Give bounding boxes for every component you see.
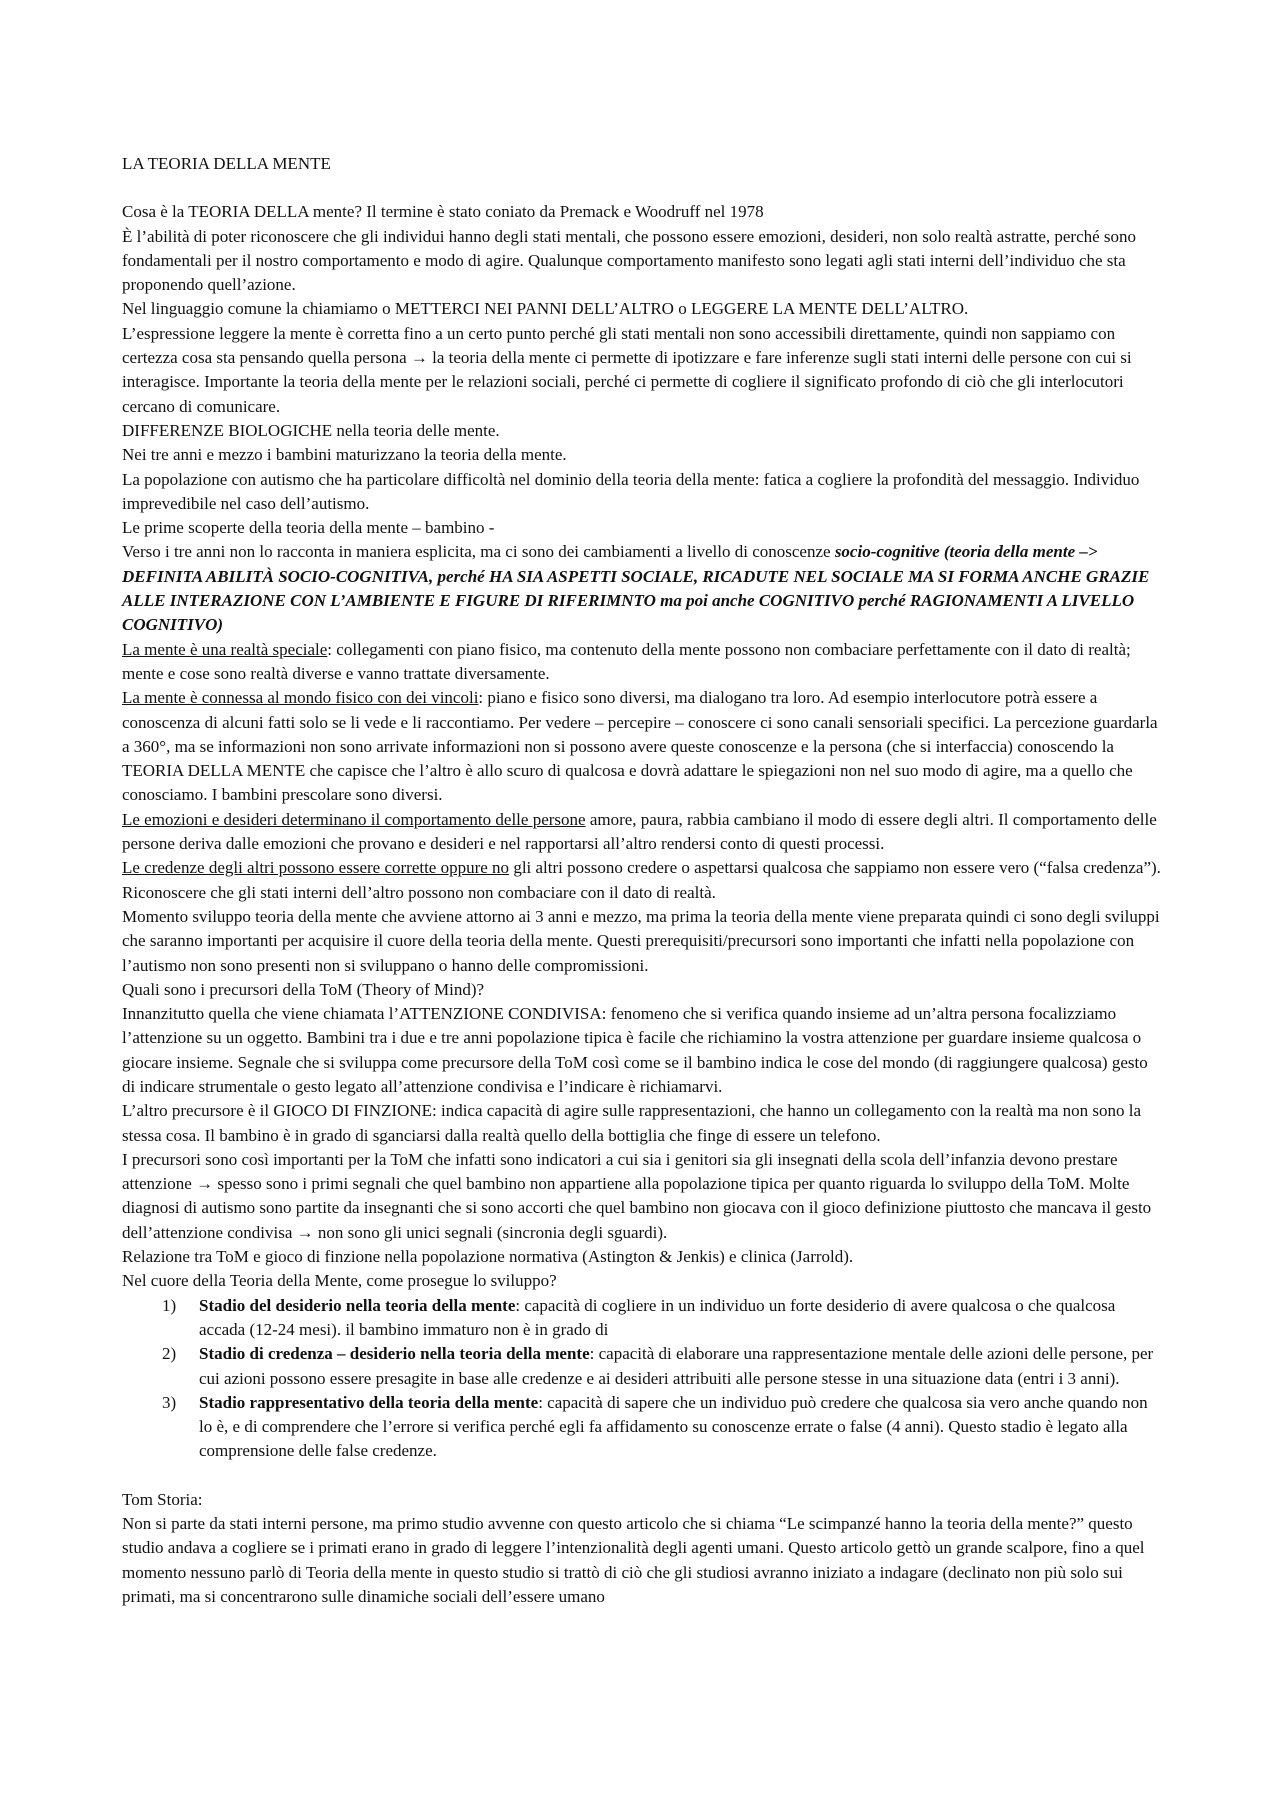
arrow-icon: → [196, 1174, 214, 1194]
text-run: la teoria della mente ci permette di ipotizzare e fare inferenze sugli stati interni delle persone con cui si interagisce. Importante la teoria della mente per le relazioni sociali, perché ci permette di cogliere il significato profondo di ciò che gli interlocutori cercano di comunicare. [122, 348, 1132, 416]
spacer [122, 1464, 1165, 1488]
list-number: 3) [162, 1392, 177, 1412]
paragraph: DIFFERENZE BIOLOGICHE nella teoria delle mente. [122, 420, 500, 440]
paragraph: Relazione tra ToM e gioco di finzione nella popolazione normativa (Astington & Jenkis) e clinica (Jarrold). [122, 1247, 854, 1267]
stage-title: Stadio del desiderio nella teoria della mente [199, 1295, 516, 1315]
text-run: spesso sono i primi segnali che quel bambino non appartiene alla popolazione tipica per quanto riguarda lo sviluppo della ToM. Molte diagnosi di autismo sono partite da insegnanti che si sono accorti che quel bambino non giocava con il gioco definizione piuttosto che mancava il gesto dell’attenzione condivisa [122, 1174, 1152, 1242]
stage-title: Stadio rappresentativo della teoria della mente [199, 1392, 539, 1412]
paragraph: Nel linguaggio comune la chiamiamo o METTERCI NEI PANNI DELL’ALTRO o LEGGERE LA MENTE DELL’ALTRO. [122, 299, 969, 319]
paragraph: La popolazione con autismo che ha particolare difficoltà nel dominio della teoria della mente: fatica a cogliere la profondità del messaggio. Individuo imprevedibile nel caso dell’autismo. [122, 469, 1140, 513]
text-run: gli altri possono credere o aspettarsi qualcosa che sappiamo non essere vero (“falsa credenza”). Riconoscere che gli stati interni dell’altro possono non combaciare con il dato di realtà. [122, 858, 1161, 902]
stage-text: : capacità di elaborare una rappresentazione mentale delle azioni delle persone, per cui azioni possono essere presagite in base alle credenze e ai desideri attribuiti alle persone stesse in una situazione data (entri i 3 anni). [199, 1344, 1154, 1388]
section-heading: Tom Storia: [122, 1489, 203, 1509]
text-run: Verso i tre anni non lo racconta in maniera esplicita, ma ci sono dei cambiamenti a livello di conoscenze [122, 542, 831, 562]
paragraph [122, 686, 1165, 807]
underlined-heading: La mente è connessa al mondo fisico con dei vincoli [122, 688, 479, 708]
text-run: : collegamenti con piano fisico, ma contenuto della mente possono non combaciare perfettamente con il dato di realtà; mente e cose sono realtà diverse e vanno trattate diversamente. [122, 639, 1131, 683]
paragraph: Cosa è la TEORIA DELLA mente? Il termine è stato coniato da Premack e Woodruff nel 1978 [122, 202, 764, 222]
emphasis-text: socio-cognitive (teoria della mente –> DEFINITA ABILITÀ SOCIO-COGNITIVA, perché HA SIA ASPETTI SOCIALE, RICADUTE NEL SOCIALE MA SI FORMA ANCHE GRAZIE ALLE INTERAZIONE CON L’AMBIENTE E FIGURE DI RIFERIMNTO ma poi anche COGNITIVO perché RAGIONAMENTI A LIVELLO COGNITIVO) [122, 542, 1150, 635]
paragraph [122, 540, 1165, 637]
paragraph: Nei tre anni e mezzo i bambini maturizzano la teoria della mente. [122, 445, 567, 465]
paragraph [122, 808, 1165, 857]
paragraph: Non si parte da stati interni persone, ma primo studio avvenne con questo articolo che si chiama “Le scimpanzé hanno la teoria della mente?” questo studio andava a cogliere se i primati erano in grado di leggere l’intenzionalità degli agenti umani. Questo articolo gettò un grande scalpore, fino a quel momento nessuno parlò di Teoria della mente in questo studio si trattò di ciò che gli studiosi avranno iniziato a indagare (declinato non più solo sui primati, ma si concentrarono sulle dinamiche sociali dell’essere umano [122, 1514, 1145, 1606]
text-run: : piano e fisico sono diversi, ma dialogano tra loro. Ad esempio interlocutore potrà essere a conoscenza di alcuni fatti solo se li vede e li raccontiamo. Per vedere – percepire – conoscere ci sono canali sensoriali specifici. La percezione guardarla a 360°, ma se informazioni non sono arrivate informazioni non si possono avere queste conoscenze e la persona (che si interfaccia) conoscendo la TEORIA DELLA MENTE che capisce che l’altro è allo scuro di qualcosa e dovrà adattare le spiegazioni non nel suo modo di agire, ma a quello che conosciamo. I bambini prescolare sono diversi. [122, 688, 1158, 805]
text-run: L’espressione leggere la mente è corretta fino a un certo punto perché gli stati mentali non sono accessibili direttamente, quindi non sappiamo con certezza cosa sta pensando quella persona [122, 323, 1116, 368]
paragraph: Le prime scoperte della teoria della mente – bambino - [122, 518, 495, 538]
text-run: amore, paura, rabbia cambiano il modo di essere degli altri. Il comportamento delle persone deriva dalle emozioni che provano e desideri e nel rapportarsi all’altro rendersi conto di questi processi. [122, 809, 1157, 854]
stage-text: : capacità di sapere che un individuo può credere che qualcosa sia vero anche quando non lo è, e di comprendere che l’errore si verifica perché egli fa affidamento su conoscenze errate o false (4 anni). Questo stadio è legato alla comprensione delle false credenze. [199, 1392, 1148, 1461]
paragraph: Innanzitutto quella che viene chiamata l’ATTENZIONE CONDIVISA: fenomeno che si verifica quando insieme ad un’altra persona focalizziamo l’attenzione su un oggetto. Bambini tra i due e tre anni popolazione tipica è facile che richiamino la vostra attenzione per guardare insieme qualcosa o giocare insieme. Segnale che si sviluppa come precursore della ToM così come se il bambino indica le cose del mondo (di raggiungere qualcosa) gesto di indicare strumentale o gesto legato all’attenzione condivisa e l’indicare è richiamarvi. [122, 1004, 1148, 1096]
arrow-icon: → [410, 348, 428, 368]
paragraph: Quali sono i precursori della ToM (Theory of Mind)? [122, 979, 485, 999]
list-item [122, 1391, 1165, 1464]
underlined-heading: La mente è una realtà speciale [122, 639, 328, 659]
underlined-heading: Le emozioni e desideri determinano il comportamento delle persone [122, 809, 586, 829]
list-item [122, 1294, 1165, 1343]
paragraph: Momento sviluppo teoria della mente che avviene attorno ai 3 anni e mezzo, ma prima la teoria della mente viene preparata quindi ci sono degli sviluppi che saranno importanti per acquisire il cuore della teoria della mente. Questi prerequisiti/precursori sono importanti che infatti nella popolazione con l’autismo non sono presenti non si sviluppano o hanno delle compromissioni. [122, 906, 1160, 975]
arrow-icon: → [296, 1222, 314, 1242]
paragraph [122, 1148, 1165, 1245]
stage-text: : capacità di cogliere in un individuo un forte desiderio di avere qualcosa o che qualcosa accada (12-24 mesi). il bambino immaturo non è in grado di [199, 1295, 1116, 1339]
paragraph: Nel cuore della Teoria della Mente, come prosegue lo sviluppo? [122, 1271, 557, 1291]
stage-title: Stadio di credenza – desiderio nella teoria della mente [199, 1344, 590, 1364]
paragraph [122, 638, 1165, 687]
list-number: 1) [162, 1295, 177, 1315]
paragraph [122, 322, 1165, 419]
underlined-heading: Le credenze degli altri possono essere corrette oppure no [122, 858, 510, 878]
stages-list [122, 1294, 1165, 1464]
paragraph: L’altro precursore è il GIOCO DI FINZIONE: indica capacità di agire sulle rappresentazioni, che hanno un collegamento con la realtà ma non sono la stessa cosa. Il bambino è in grado di sganciarsi dalla realtà quello della bottiglia che finge di essere un telefono. [122, 1101, 1142, 1145]
list-number: 2) [162, 1344, 177, 1364]
list-item [122, 1342, 1165, 1391]
text-run: non sono gli unici segnali (sincronia degli sguardi). [317, 1222, 668, 1242]
document-title: LA TEORIA DELLA MENTE [122, 154, 331, 173]
text-run: I precursori sono così importanti per la ToM che infatti sono indicatori a cui sia i genitori sia gli insegnati della scola dell’infanzia devono prestare attenzione [122, 1149, 1118, 1194]
paragraph: È l’abilità di poter riconoscere che gli individui hanno degli stati mentali, che possono essere emozioni, desideri, non solo realtà astratte, perché sono fondamentali per il nostro comportamento e modo di agire. Qualunque comportamento manifesto sono legati agli stati interni dell’individuo che sta proponendo quell’azione. [122, 226, 1137, 295]
paragraph [122, 856, 1165, 905]
